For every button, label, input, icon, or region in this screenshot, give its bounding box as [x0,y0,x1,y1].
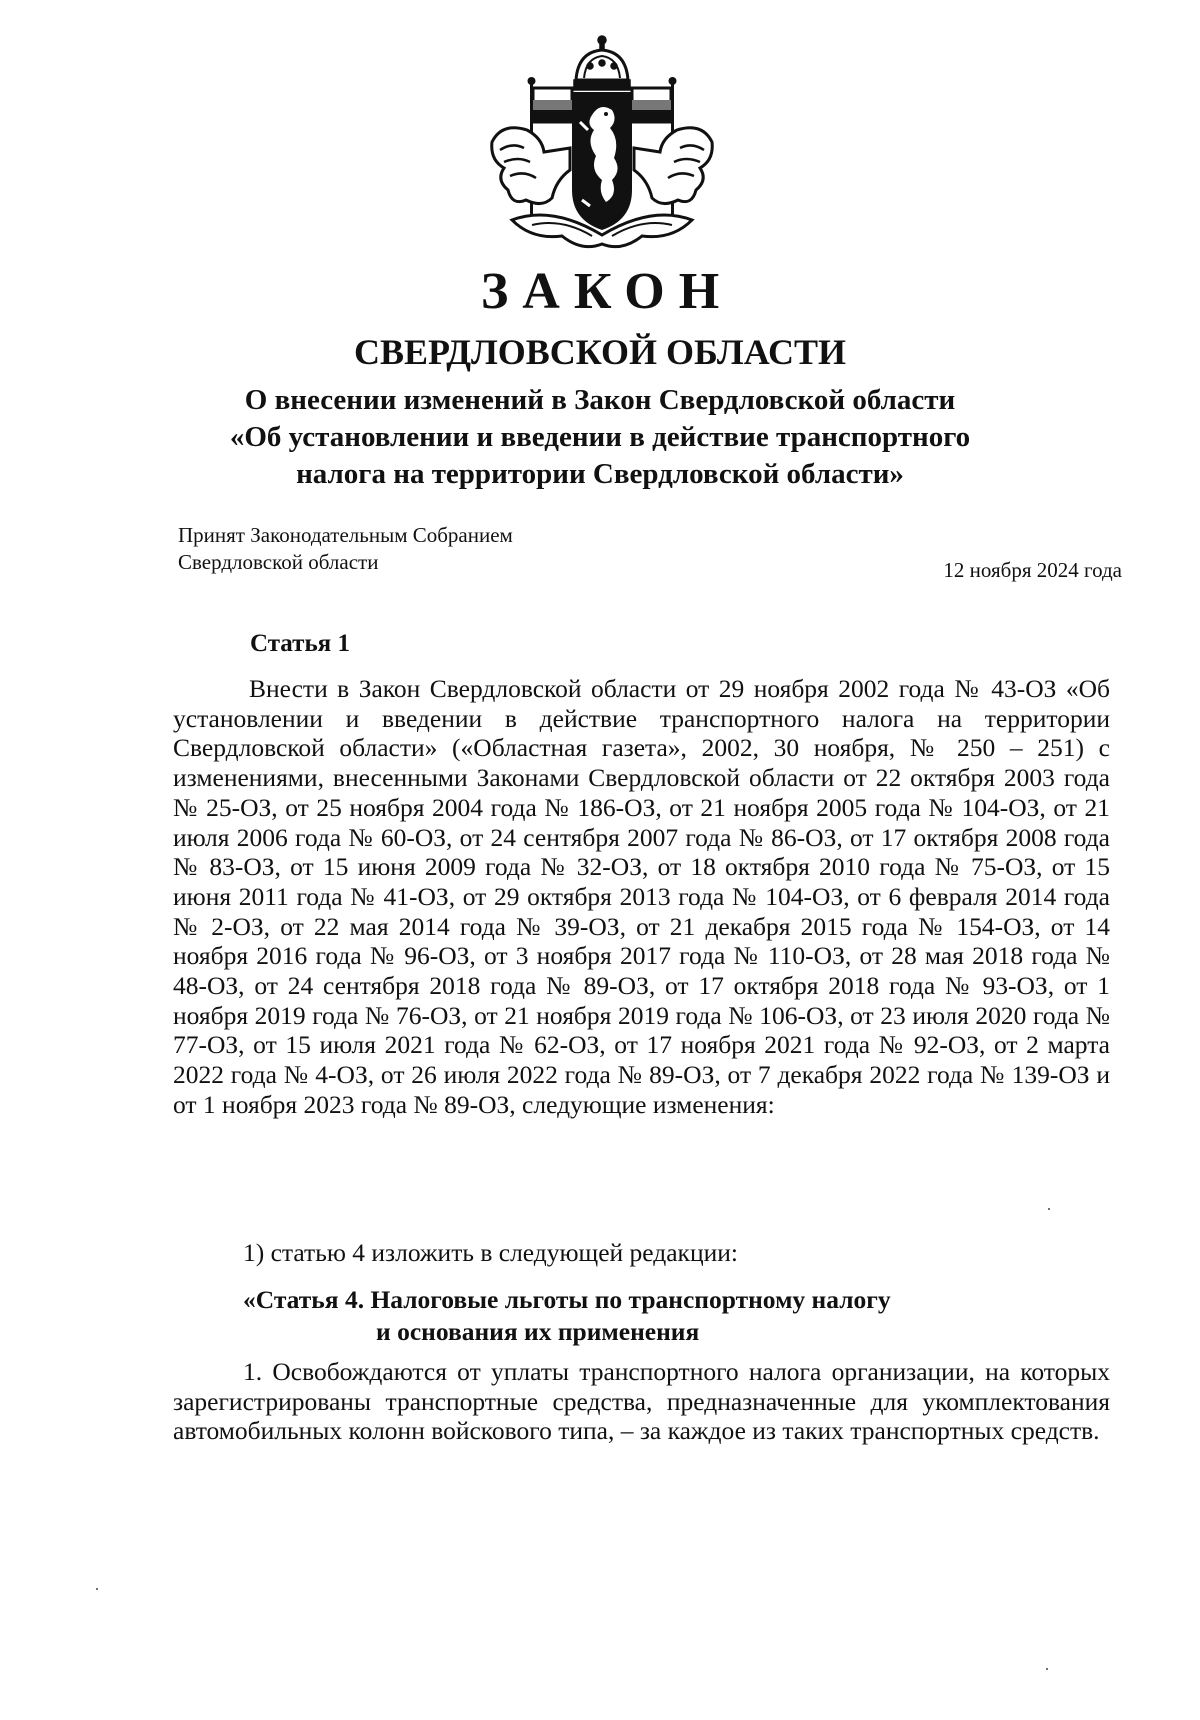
document-region: СВЕРДЛОВСКОЙ ОБЛАСТИ [354,332,846,372]
scan-speck [1048,1208,1050,1210]
subtitle-line: налога на территории Свердловской области» [296,458,904,490]
article-4-paragraph-1 [173,1357,1110,1446]
adoption-date: 12 ноября 2024 года [943,558,1122,582]
document-title: ЗАКОН [480,263,734,320]
article-4-heading-line: «Статья 4. Налоговые льготы по транспортному налогу [243,1285,891,1314]
scan-speck [96,1588,98,1590]
document-subtitle [150,382,1050,493]
article-4-heading-line: и основания их применения [376,1317,700,1346]
adoption-line: Принят Законодательным Собранием [178,523,513,547]
article-1-paragraph: Внести в Закон Свердловской области от 29 ноября 2002 года № 43-ОЗ «Об установлении и введении в действие транспортного налога на территории Свердловской области» («Областная газета», 2002, 30 ноября, № 250 – 251) с изменениями, внесенными Законами Свердловской области от 22 октября 2003 года № 25-ОЗ, от 25 ноября 2004 года № 186-ОЗ, от 21 ноября 2005 года № 104-ОЗ, от 21 июля 2006 года № 60-ОЗ, от 24 сентября 2007 года № 86-ОЗ, от 17 октября 2008 года № 83-ОЗ, от 15 июня 2009 года № 32-ОЗ, от 18 октября 2010 года № 75-ОЗ, от 15 июня 2011 года № 41-ОЗ, от 29 октября 2013 года № 104-ОЗ, от 6 февраля 2014 года № 2-ОЗ, от 22 мая 2014 года № 39-ОЗ, от 21 декабря 2015 года № 154-ОЗ, от 14 ноября 2016 года № 96-ОЗ, от 3 ноября 2017 года № 110-ОЗ, от 28 мая 2018 года № 48-ОЗ, от 24 сентября 2018 года № 89-ОЗ, от 17 октября 2018 года № 93-ОЗ, от 1 ноября 2019 года № 76-ОЗ, от 21 ноября 2019 года № 106-ОЗ, от 23 июля 2020 года № 77-ОЗ, от 15 июля 2021 года № 62-ОЗ, от 17 ноября 2021 года № 92-ОЗ, от 2 марта 2022 года № 4-ОЗ, от 26 июля 2022 года № 89-ОЗ, от 7 декабря 2022 года № 139-ОЗ и от 1 ноября 2023 года № 89-ОЗ, следующие изменения: [173,674,1110,1119]
scan-speck [1046,1668,1048,1670]
article-4-heading [243,1284,1003,1348]
coat-of-arms-icon [472,30,732,260]
article-1-heading: Статья 1 [250,630,350,657]
subtitle-line: «Об установлении и введении в действие транспортного [229,421,971,453]
article-1-text [173,674,1110,1120]
adoption-authority [178,522,513,576]
subtitle-line: О внесении изменений в Закон Свердловской области [244,384,956,416]
article-4-paragraph-text: 1. Освобождаются от уплаты транспортного налога организации, на которых зарегистрированы транспортные средства, предназначенные для укомплектования автомобильных колонн войскового типа, – за каждое из таких транспортных средств. [173,1357,1110,1446]
adoption-line: Свердловской области [178,550,379,574]
article-1-item-1: 1) статью 4 изложить в следующей редакции: [243,1238,738,1267]
